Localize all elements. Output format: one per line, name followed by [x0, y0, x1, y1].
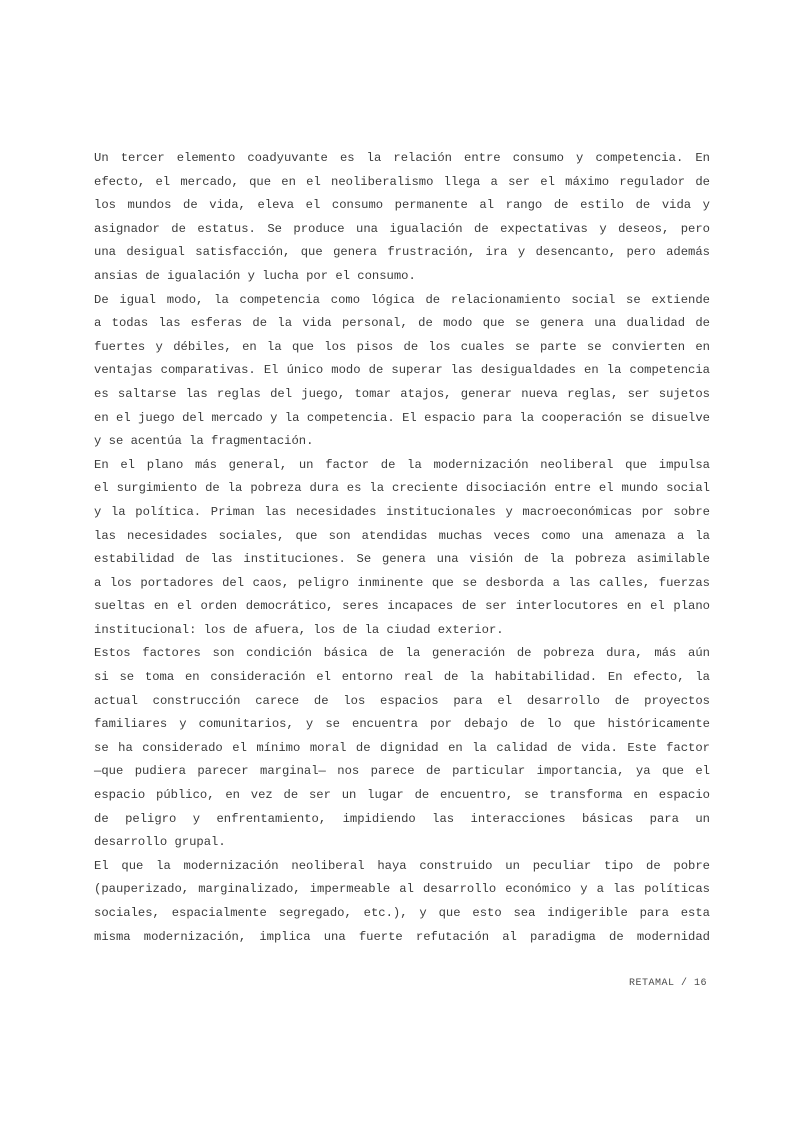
text-line: ansias de igualación y lucha por el consumo. — [94, 268, 416, 283]
text-line: a todas las esferas de la vida personal, de modo que se genera una dualidad de — [94, 316, 710, 331]
text-line: sociales, espacialmente segregado, etc.), y que esto sea indigerible para esta — [94, 906, 710, 920]
text-line: De igual modo, la competencia como lógica de relacionamiento social se extiende — [94, 292, 710, 307]
text-line: es saltarse las reglas del juego, tomar atajos, generar nueva reglas, ser sujetos — [94, 386, 710, 401]
text-line: ventajas comparativas. El único modo de superar las desigualdades en la competencia — [94, 363, 710, 378]
text-line: sueltas en el orden democrático, seres incapaces de ser interlocutores en el plano — [94, 599, 710, 614]
text-line: y se acentúa la fragmentación. — [94, 434, 314, 449]
text-line: institucional: los de afuera, los de la ciudad exterior. — [94, 622, 504, 637]
page-number: RETAMAL / 16 — [628, 978, 707, 989]
text-line: El que la modernización neoliberal haya construido un peculiar tipo de pobre — [94, 858, 710, 873]
text-line: efecto, el mercado, que en el neoliberalismo llega a ser el máximo regulador de — [94, 174, 710, 189]
text-line: Estos factores son condición básica de la generación de pobreza dura, más aún — [94, 646, 710, 661]
text-line: misma modernización, implica una fuerte refutación al paradigma de modernidad — [94, 929, 710, 944]
text-line: se ha considerado el mínimo moral de dignidad en la calidad de vida. Este factor — [94, 740, 710, 755]
text-line: si se toma en consideración el entorno real de la habitabilidad. En efecto, la — [94, 670, 710, 685]
text-line: (pauperizado, marginalizado, impermeable al desarrollo económico y a las políticas — [94, 882, 710, 897]
text-line: las necesidades sociales, que son atendidas muchas veces como una amenaza a la — [94, 528, 710, 543]
text-line: el surgimiento de la pobreza dura es la creciente disociación entre el mundo social — [94, 481, 710, 496]
text-line: una desigual satisfacción, que genera frustración, ira y desencanto, pero además — [94, 245, 710, 260]
body-text — [94, 147, 710, 949]
text-line: a los portadores del caos, peligro inminente que se desborda a las calles, fuerzas — [94, 575, 710, 590]
text-line: estabilidad de las instituciones. Se genera una visión de la pobreza asimilable — [94, 552, 710, 567]
text-line: En el plano más general, un factor de la modernización neoliberal que impulsa — [94, 457, 710, 472]
text-line: familiares y comunitarios, y se encuentra por debajo de lo que históricamente — [94, 717, 710, 732]
text-line: desarrollo grupal. — [94, 835, 226, 850]
text-line: espacio público, en vez de ser un lugar de encuentro, se transforma en espacio — [94, 788, 710, 803]
text-line: los mundos de vida, eleva el consumo permanente al rango de estilo de vida y — [94, 198, 710, 213]
text-line: en el juego del mercado y la competencia. El espacio para la cooperación se disuelve — [94, 410, 710, 425]
text-line: fuertes y débiles, en la que los pisos de los cuales se parte se convierten en — [94, 339, 710, 354]
text-line: actual construcción carece de los espacios para el desarrollo de proyectos — [94, 693, 710, 708]
text-line: de peligro y enfrentamiento, impidiendo las interacciones básicas para un — [94, 811, 710, 826]
text-line: Un tercer elemento coadyuvante es la relación entre consumo y competencia. En — [94, 151, 710, 165]
text-line: asignador de estatus. Se produce una igualación de expectativas y deseos, pero — [94, 221, 710, 236]
text-line: y la política. Priman las necesidades institucionales y macroeconómicas por sobre — [94, 504, 710, 519]
text-line: —que pudiera parecer marginal— nos parece de particular importancia, ya que el — [94, 764, 710, 779]
